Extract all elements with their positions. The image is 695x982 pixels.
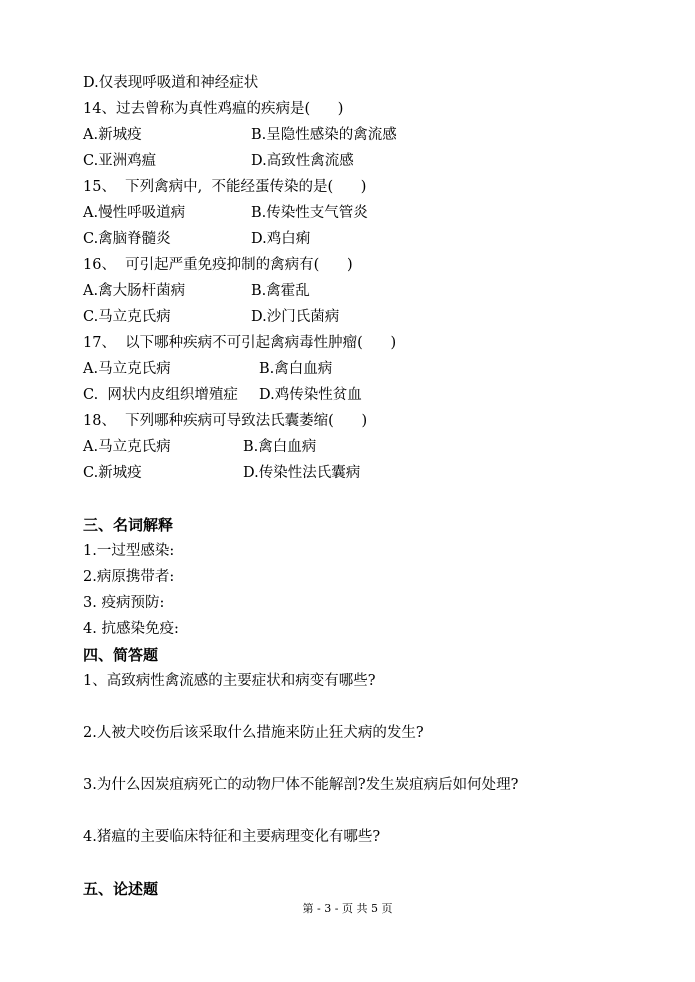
- q17-option-c: C. 网状内皮组织增殖症: [83, 387, 238, 403]
- q17-stem: 17、 以下哪种疾病不可引起禽病毒性肿瘤( ): [83, 335, 397, 351]
- q18-option-b: B.禽白血病: [243, 439, 317, 455]
- term-2: 2.病原携带者:: [83, 569, 175, 585]
- term-4: 4. 抗感染免疫:: [83, 621, 179, 637]
- q18-option-d: D.传染性法氏囊病: [243, 465, 361, 481]
- q13-option-d: D.仅表现呼吸道和神经症状: [83, 75, 259, 91]
- q18-option-a: A.马立克氏病: [83, 439, 171, 455]
- q14-option-c: C.亚洲鸡瘟: [83, 153, 157, 169]
- term-3: 3. 疫病预防:: [83, 595, 165, 611]
- section-3-title: 三、名词解释: [83, 516, 174, 534]
- q15-stem: 15、 下列禽病中, 不能经蛋传染的是( ): [83, 179, 367, 195]
- page-number: 第 - 3 - 页 共 5 页: [302, 902, 393, 915]
- q17-option-d: D.鸡传染性贫血: [259, 387, 362, 403]
- q15-option-c: C.禽脑脊髓炎: [83, 231, 171, 247]
- q15-option-d: D.鸡白痢: [251, 231, 311, 247]
- q17-option-b: B.禽白血病: [259, 361, 333, 377]
- q15-option-b: B.传染性支气管炎: [251, 205, 368, 221]
- term-1: 1.一过型感染:: [83, 543, 175, 559]
- q17-option-a: A.马立克氏病: [83, 361, 171, 377]
- q14-stem: 14、过去曾称为真性鸡瘟的疾病是( ): [83, 101, 344, 117]
- short-answer-2: 2.人被犬咬伤后该采取什么措施来防止狂犬病的发生?: [83, 725, 424, 741]
- q14-option-a: A.新城疫: [83, 127, 142, 143]
- q16-option-d: D.沙门氏菌病: [251, 309, 340, 325]
- q14-option-b: B.呈隐性感染的禽流感: [251, 127, 397, 143]
- q14-option-d: D.高致性禽流感: [251, 153, 354, 169]
- q16-option-c: C.马立克氏病: [83, 309, 171, 325]
- short-answer-3: 3.为什么因炭疽病死亡的动物尸体不能解剖?发生炭疽病后如何处理?: [83, 777, 519, 793]
- q15-option-a: A.慢性呼吸道病: [83, 205, 186, 221]
- short-answer-1: 1、高致病性禽流感的主要症状和病变有哪些?: [83, 673, 376, 689]
- section-4-title: 四、简答题: [83, 646, 159, 664]
- q16-option-a: A.禽大肠杆菌病: [83, 283, 186, 299]
- q18-stem: 18、 下列哪种疾病可导致法氏囊萎缩( ): [83, 413, 368, 429]
- short-answer-4: 4.猪瘟的主要临床特征和主要病理变化有哪些?: [83, 829, 381, 845]
- q16-option-b: B.禽霍乱: [251, 283, 310, 299]
- section-5-title: 五、论述题: [83, 880, 159, 898]
- q16-stem: 16、 可引起严重免疫抑制的禽病有( ): [83, 257, 353, 273]
- q18-option-c: C.新城疫: [83, 465, 142, 481]
